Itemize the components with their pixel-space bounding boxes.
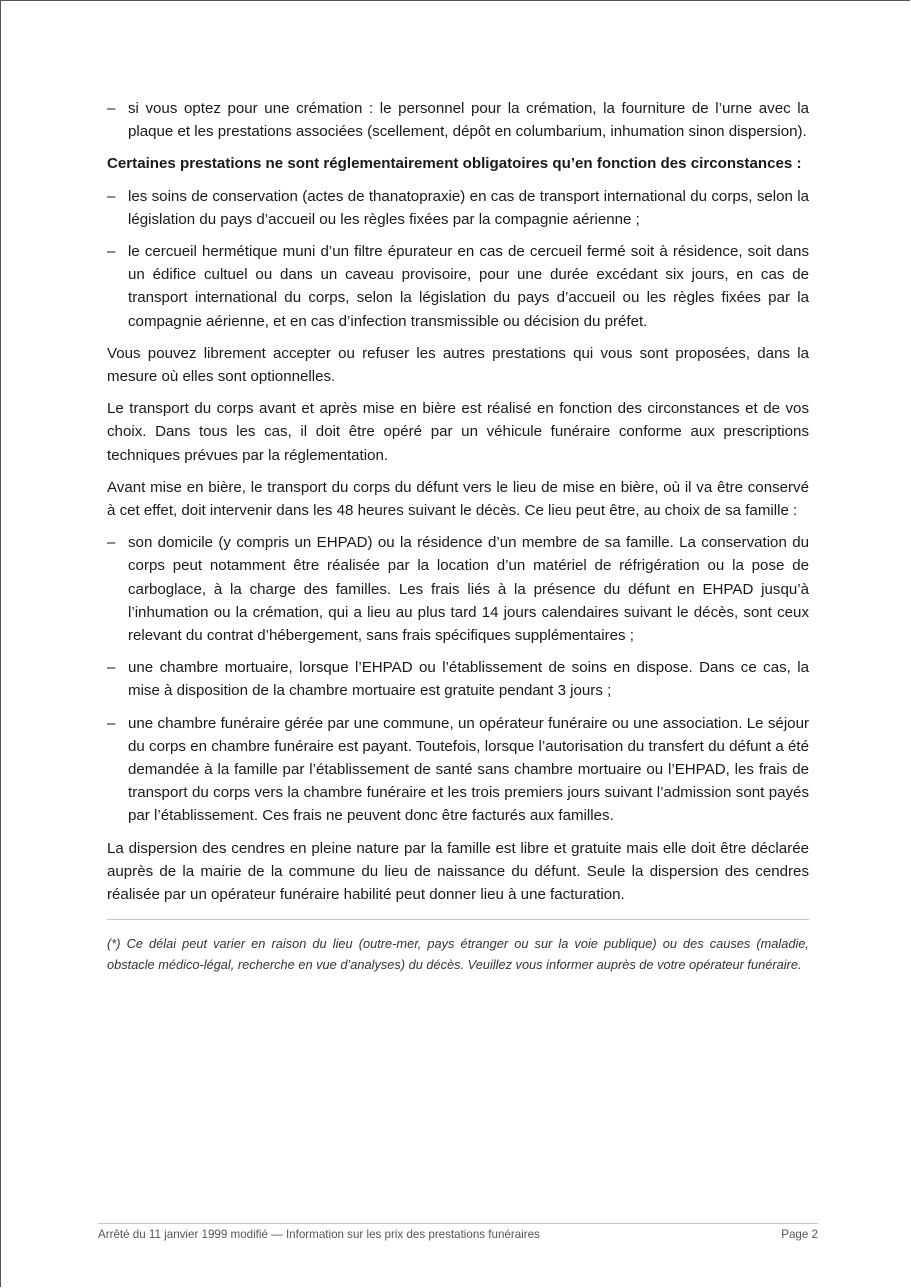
paragraph-optionnelles: Vous pouvez librement accepter ou refuser les autres prestations qui vous sont proposées, dans la mesure où elles sont optionnelles. — [107, 344, 809, 386]
bullet-dash: – — [107, 659, 116, 677]
paragraph-dispersion: La dispersion des cendres en pleine nature par la famille est libre et gratuite mais elle doit être déclarée auprès de la mairie de la commune du lieu de naissance du défunt. Seule la dispersion des cendres réalisée par un opérateur funéraire habilité peut donner lieu à une facturation. — [107, 839, 809, 904]
bullet-dash: – — [107, 187, 116, 205]
list-item-text: si vous optez pour une crémation : le personnel pour la crémation, la fourniture de l’urne avec la plaque et les prestations associées (scellement, dépôt en columbarium, inhumation sinon dispersion). — [128, 100, 809, 141]
list-item-text: son domicile (y compris un EHPAD) ou la résidence d’un membre de sa famille. La conservation du corps peut notamment être réalisée par la location d’un matériel de réfrigération ou la pose de carboglace, à la charge des familles. Les frais liés à la présence du défunt en EHPAD jusqu’à l’inhumation ou la crémation, qui a lieu au plus tard 14 jours calendaires suivant le décès, sont ceux relevant du contrat d’hébergement, sans frais spécifiques supplémentaires ; — [128, 534, 809, 645]
bullet-dash: – — [107, 534, 116, 552]
list-item-domicile — [107, 531, 809, 647]
page-content — [107, 97, 809, 975]
list-item-text: le cercueil hermétique muni d’un filtre épurateur en cas de cercueil fermé soit à résidence, soit dans un édifice cultuel ou dans un caveau provisoire, pour une durée excédant six jours, en cas de transport international du corps, selon la législation du pays d’accueil ou les règles fixées par la compagnie aérienne, et en cas d’infection transmissible ou décision du préfet. — [128, 243, 809, 330]
paragraph-transport: Le transport du corps avant et après mise en bière est réalisé en fonction des circonstances et de vos choix. Dans tous les cas, il doit être opéré par un véhicule funéraire conforme aux prescriptions techniques prévues par la réglementation. — [107, 400, 809, 464]
bullet-dash: – — [107, 100, 116, 117]
list-item-cremation — [107, 97, 809, 143]
footnote-divider — [107, 919, 809, 920]
footer-title: Arrêté du 11 janvier 1999 modifié — Information sur les prix des prestations funéraires — [98, 1228, 540, 1241]
list-item-text: une chambre funéraire gérée par une commune, un opérateur funéraire ou une association. Le séjour du corps en chambre funéraire est payant. Toutefois, lorsque l’autorisation du transfert du défunt a été demandée à la famille par l’établissement de santé sans chambre mortuaire ou l’EHPAD, les frais de transport du corps vers la chambre funéraire et les trois premiers jours suivant l’admission sont payés par l’établissement. Ces frais ne peuvent donc être facturés aux familles. — [128, 714, 809, 825]
list-item-chambre-funeraire — [107, 712, 809, 828]
footnote: (*) Ce délai peut varier en raison du lieu (outre-mer, pays étranger ou sur la voie publique) ou des causes (maladie, obstacle médico-légal, recherche en vue d’analyses) du décès. Veuillez vous informer auprès de votre opérateur funéraire. — [107, 936, 809, 972]
list-item-chambre-mortuaire — [107, 656, 809, 702]
list-item-text: une chambre mortuaire, lorsque l’EHPAD ou l’établissement de soins en dispose. Dans ce cas, la mise à disposition de la chambre mortuaire est gratuite pendant 3 jours ; — [128, 659, 809, 700]
bullet-dash: – — [107, 243, 116, 261]
page-number: Page 2 — [781, 1228, 818, 1241]
page-footer — [98, 1223, 818, 1241]
paragraph-avant-mise-en-biere: Avant mise en bière, le transport du corps du défunt vers le lieu de mise en bière, où il va être conservé à cet effet, doit intervenir dans les 48 heures suivant le décès. Ce lieu peut être, au choix de sa famille : — [107, 478, 809, 520]
bullet-dash: – — [107, 714, 116, 732]
list-item-cercueil — [107, 240, 809, 333]
list-item-soins — [107, 185, 809, 231]
list-item-text: les soins de conservation (actes de thanatopraxie) en cas de transport international du corps, selon la législation du pays d’accueil ou les règles fixées par la compagnie aérienne ; — [128, 187, 809, 228]
section-heading: Certaines prestations ne sont réglementairement obligatoires qu’en fonction des circonstances : — [107, 155, 802, 173]
